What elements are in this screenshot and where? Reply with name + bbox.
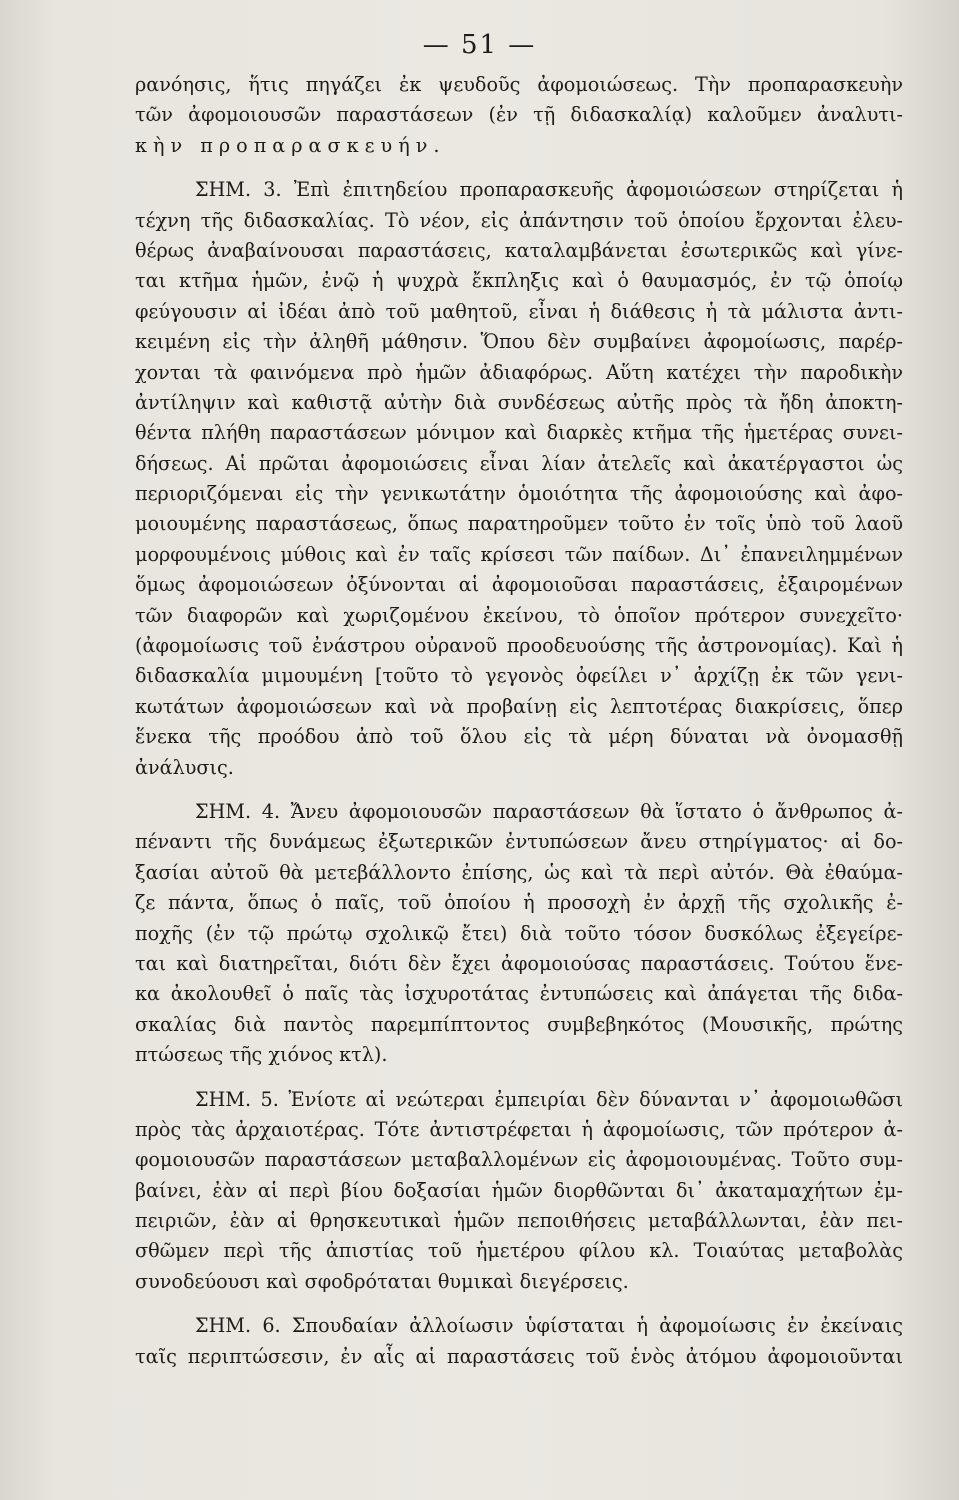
text-line: μορφουμένοις μύθοις καὶ ἐν ταῖς κρίσεσι τῶν παίδων. Δι᾽ ἐπανειλημμένων: [135, 542, 903, 566]
text-line: κειμένη εἰς τὴν ἀληθῆ μάθησιν. Ὅπου δὲν συμβαίνει ἀφομοίωσις, παρέρ-: [135, 330, 903, 354]
text-line: περιοριζόμεναι εἰς τὴν γενικωτάτην ὁμοιότητα τῆς ἀφομοιούσης καὶ ἀφο-: [135, 482, 903, 506]
text-line: κωτάτων ἀφομοιώσεων καὶ νὰ προβαίνῃ εἰς λεπτοτέρας διακρίσεις, ὅπερ: [135, 694, 903, 718]
text-line: ποχῆς (ἐν τῷ πρώτῳ σχολικῷ ἔτει) διὰ τοῦτο τόσον δυσκόλως ἐξεγείρε-: [135, 921, 903, 945]
text-line: βαίνει, ἐὰν αἱ περὶ βίου δοξασίαι ἡμῶν διορθῶνται δι᾽ ἀκαταμαχήτων ἐμ-: [135, 1178, 903, 1202]
text-line: τέχνη τῆς διδασκαλίας. Τὸ νέον, εἰς ἀπάντησιν τοῦ ὁποίου ἔρχονται ἐλευ-: [135, 208, 903, 232]
text-line: πέναντι τῆς δυνάμεως ἐξωτερικῶν ἐντυπώσεων ἄνευ στηρίγματος· αἱ δο-: [135, 830, 903, 854]
text-line: ται καὶ διατηρεῖται, διότι δὲν ἔχει ἀφομοιούσας παραστάσεις. Τούτου ἕνε-: [135, 951, 903, 975]
text-line: τῶν διαφορῶν καὶ χωριζομένου ἐκείνου, τὸ ὁποῖον πρότερον συνεχεῖτο·: [135, 603, 903, 627]
text-line: ταῖς περιπτώσεσιν, ἐν αἷς αἱ παραστάσεις τοῦ ἑνὸς ἀτόμου ἀφομοιοῦνται: [135, 1344, 903, 1368]
paragraph-gap: [135, 161, 903, 175]
text-line: κα ἀκολουθεῖ ὁ παῖς τὰς ἰσχυροτάτας ἐντυπώσεις καὶ ἀπάγεται τῆς διδα-: [135, 982, 903, 1006]
text-line: ΣΗΜ. 4. Ἄνευ ἀφομοιουσῶν παραστάσεων θὰ ἵστατο ὁ ἄνθρωπος ἀ-: [195, 799, 903, 823]
text-line: ται κτῆμα ἡμῶν, ἐνῷ ἡ ψυχρὰ ἔκπληξις καὶ ὁ θαυμασμός, ἐν τῷ ὁποίῳ: [135, 269, 903, 293]
text-line: ΣΗΜ. 3. Ἐπὶ ἐπιτηδείου προπαρασκευῆς ἀφομοιώσεων στηρίζεται ἡ: [195, 178, 903, 202]
paragraph-gap: [135, 1297, 903, 1311]
text-line: ΣΗΜ. 6. Σπουδαίαν ἀλλοίωσιν ὑφίσταται ἡ ἀφομοίωσις ἐν ἐκείναις: [195, 1314, 903, 1338]
text-line: ἀνάλυσις.: [135, 755, 234, 779]
text-line: τῶν ἀφομοιουσῶν παραστάσεων (ἐν τῇ διδασκαλίᾳ) καλοῦμεν ἀναλυτι-: [135, 103, 903, 127]
text-line: ξασίαι αὐτοῦ θὰ μετεβάλλοντο ἐπίσης, ὡς καὶ τὰ περὶ αὐτόν. Θὰ ἐθαύμα-: [135, 860, 903, 884]
text-line: δήσεως. Αἱ πρῶται ἀφομοιώσεις εἶναι λίαν ἀτελεῖς καὶ ἀκατέργαστοι ὡς: [135, 451, 903, 475]
paragraph-gap: [135, 1071, 903, 1085]
paragraph-gap: [135, 783, 903, 797]
text-line: ὅμως ἀφομοιώσεων ὀξύνονται αἱ ἀφομοιοῦσαι παραστάσεις, ἐξαιρομένων: [135, 573, 903, 597]
text-line: πρὸς τὰς ἀρχαιοτέρας. Τότε ἀντιστρέφεται ἡ ἀφομοίωσις, τῶν πρότερον ἀ-: [135, 1117, 903, 1141]
text-line: κὴν προπαρασκευήν.: [135, 133, 446, 157]
text-line: πειριῶν, ἐὰν αἱ θρησκευτικαὶ ἡμῶν πεποιθήσεις μεταβάλλωνται, ἐὰν πει-: [135, 1209, 903, 1233]
text-line: ΣΗΜ. 5. Ἐνίοτε αἱ νεώτεραι ἐμπειρίαι δὲν δύνανται ν᾽ ἀφομοιωθῶσι: [195, 1087, 903, 1111]
text-line: σθῶμεν περὶ τῆς ἀπιστίας τοῦ ἡμετέρου φίλου κλ. Τοιαύτας μεταβολὰς: [135, 1239, 903, 1263]
text-line: σκαλίας διὰ παντὸς παρεμπίπτοντος συμβεβηκότος (Μουσικῆς, πρώτης: [135, 1012, 903, 1036]
text-line: ρανόησις, ἥτις πηγάζει ἐκ ψευδοῦς ἀφομοιώσεως. Τὴν προπαρασκευὴν: [135, 73, 903, 96]
text-line: διδασκαλία μιμουμένη [τοῦτο τὸ γεγονὸς ὀφείλει ν᾽ ἀρχίζῃ ἐκ τῶν γενι-: [135, 664, 903, 688]
text-line: συνοδεύουσι καὶ σφοδρόταται θυμικαὶ διεγέρσεις.: [135, 1269, 629, 1293]
text-line: μοιουμένης παραστάσεως, ὅπως παρατηροῦμεν τοῦτο ἐν τοῖς ὑπὸ τοῦ λαοῦ: [135, 512, 903, 536]
text-line: (ἀφομοίωσις τοῦ ἐνάστρου οὐρανοῦ προοδευούσης τῆς ἀστρονομίας). Καὶ ἡ: [135, 634, 903, 658]
text-line: ἕνεκα τῆς προόδου ἀπὸ τοῦ ὅλου εἰς τὰ μέρη δύναται νὰ ὀνομασθῇ: [135, 725, 903, 749]
text-line: χονται τὰ φαινόμενα πρὸ ἡμῶν ἀδιαφόρως. Αὕτη κατέχει τὴν παροδικὴν: [135, 360, 903, 384]
text-line: ζε πάντα, ὅπως ὁ παῖς, τοῦ ὁποίου ἡ προσοχὴ ἐν ἀρχῇ τῆς σχολικῆς ἐ-: [135, 891, 903, 915]
text-line: πτώσεως τῆς χιόνος κτλ).: [135, 1043, 388, 1067]
page-number: — 51 —: [422, 30, 537, 60]
text-line: θέρως ἀναβαίνουσαι παραστάσεις, καταλαμβάνεται ἐσωτερικῶς καὶ γίνε-: [135, 238, 903, 262]
body-text: [135, 70, 903, 1372]
text-line: φεύγουσιν αἱ ἰδέαι ἀπὸ τοῦ μαθητοῦ, εἶναι ἡ διάθεσις ἡ τὰ μάλιστα ἀντι-: [135, 299, 903, 323]
text-line: ἀντίληψιν καὶ καθιστᾷ αὐτὴν διὰ συνδέσεως αὐτῆς πρὸς τὰ ἤδη ἀποκτη-: [135, 390, 903, 414]
text-line: θέντα πλήθη παραστάσεων μόνιμον καὶ διαρκὲς κτῆμα τῆς ἡμετέρας συνει-: [135, 421, 903, 445]
text-line: φομοιουσῶν παραστάσεων μεταβαλλομένων εἰς ἀφομοιουμένας. Τοῦτο συμ-: [135, 1148, 903, 1172]
